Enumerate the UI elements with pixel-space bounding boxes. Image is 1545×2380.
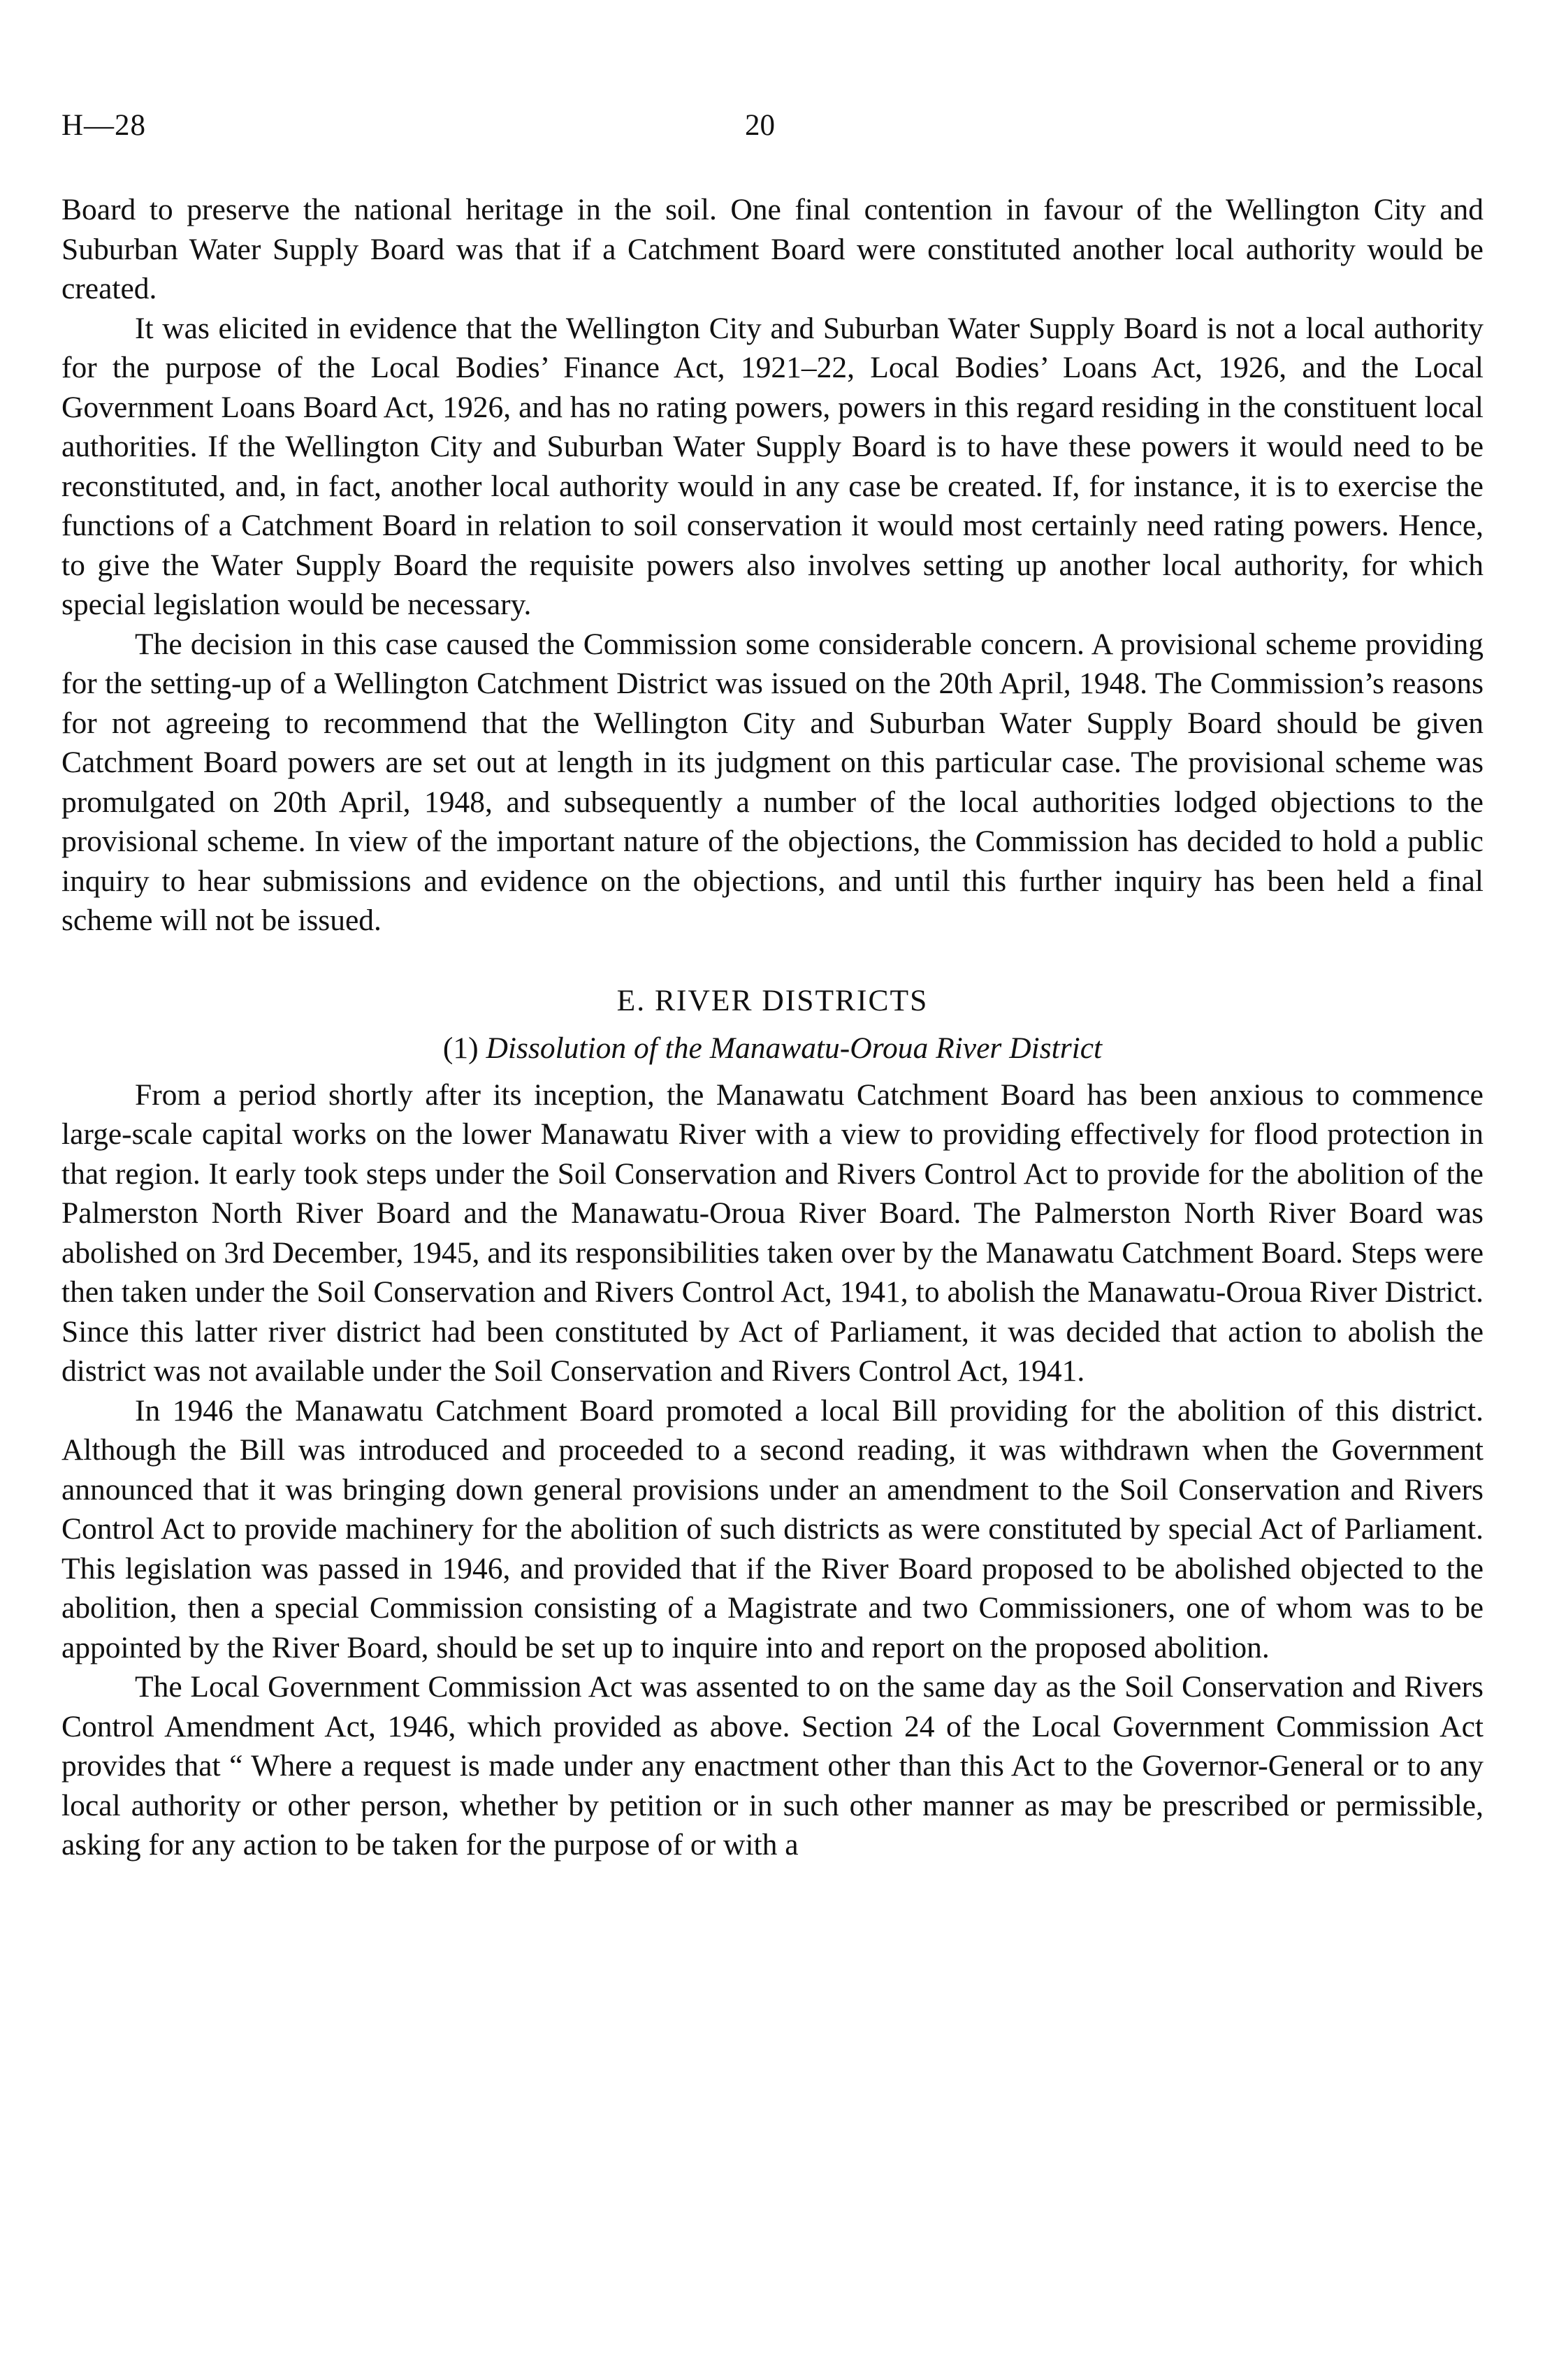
paragraph: In 1946 the Manawatu Catchment Board promoted a local Bill providing for the abolition of this district. Although the Bill was introduced and proceeded to a second reading, it was withdrawn when the Government announced that it was bringing down general provisions under an amendment to the Soil Conservation and Rivers Control Act to provide machinery for the abolition of such districts as were constituted by special Act of Parliament. This legislation was passed in 1946, and provided that if the River Board proposed to be abolished objected to the abolition, then a special Commission consisting of a Magistrate and two Commissioners, one of whom was to be appointed by the River Board, should be set up to inquire into and report on the proposed abolition. — [61, 1393, 1484, 1664]
subsection-heading — [61, 1029, 1484, 1068]
document-reference: H—28 — [61, 109, 147, 142]
subsection-title: Dissolution of the Manawatu-Oroua River District — [486, 1031, 1103, 1065]
section-heading: E. RIVER DISTRICTS — [616, 983, 929, 1017]
body-text — [61, 190, 1484, 1865]
paragraph: From a period shortly after its inception, the Manawatu Catchment Board has been anxious to commence large-scale capital works on the lower Manawatu River with a view to providing effectively for flood protection in that region. It early took steps under the Soil Conservation and Rivers Control Act to provide for the abolition of the Palmerston North River Board and the Manawatu-Oroua River Board. The Palmerston North River Board was abolished on 3rd December, 1945, and its responsibilities taken over by the Manawatu Catchment Board. Steps were then taken under the Soil Conservation and Rivers Control Act, 1941, to abolish the Manawatu-Oroua River District. Since this latter river district had been constituted by Act of Parliament, it was decided that action to abolish the district was not available under the Soil Conservation and Rivers Control Act, 1941. — [61, 1077, 1484, 1388]
running-header — [61, 105, 1484, 147]
paragraph: It was elicited in evidence that the Wellington City and Suburban Water Supply Board is not a local authority for the purpose of the Local Bodies’ Finance Act, 1921–22, Local Bodies’ Loans Act, 1926, and the Local Government Loans Board Act, 1926, and has no rating powers, powers in this regard residing in the constituent local authorities. If the Wellington City and Suburban Water Supply Board is to have these powers it would need to be reconstituted, and, in fact, another local authority would in any case be created. If, for instance, it is to exercise the functions of a Catchment Board in relation to soil conservation it would most certainly need rating powers. Hence, to give the Water Supply Board the requisite powers also involves setting up another local authority, for which special legislation would be necessary. — [61, 311, 1484, 621]
paragraph: The Local Government Commission Act was assented to on the same day as the Soil Conservation and Rivers Control Amendment Act, 1946, which provided as above. Section 24 of the Local Government Commission Act provides that “ Where a request is made under any enactment other than this Act to the Governor-General or to any local authority or other person, whether by petition or in such other manner as may be prescribed or permissible, asking for any action to be taken for the purpose of or with a — [61, 1670, 1484, 1862]
paragraph: The decision in this case caused the Commission some considerable concern. A provisional scheme providing for the setting-up of a Wellington Catchment District was issued on the 20th April, 1948. The Commission’s reasons for not agreeing to recommend that the Wellington City and Suburban Water Supply Board should be given Catchment Board powers are set out at length in its judgment on this particular case. The provisional scheme was promulgated on 20th April, 1948, and subsequently a number of the local authorities lodged objections to the provisional scheme. In view of the important nature of the objections, the Commission has decided to hold a public inquiry to hear submissions and evidence on the objections, and until this further inquiry has been held a final scheme will not be issued. — [61, 627, 1484, 937]
page-number: 20 — [745, 109, 775, 142]
paragraph-continued: Board to preserve the national heritage in the soil. One final contention in favour of the Wellington City and Suburban Water Supply Board was that if a Catchment Board were constituted another local authority would be created. — [61, 193, 1484, 305]
subsection-number: (1) — [442, 1031, 479, 1065]
